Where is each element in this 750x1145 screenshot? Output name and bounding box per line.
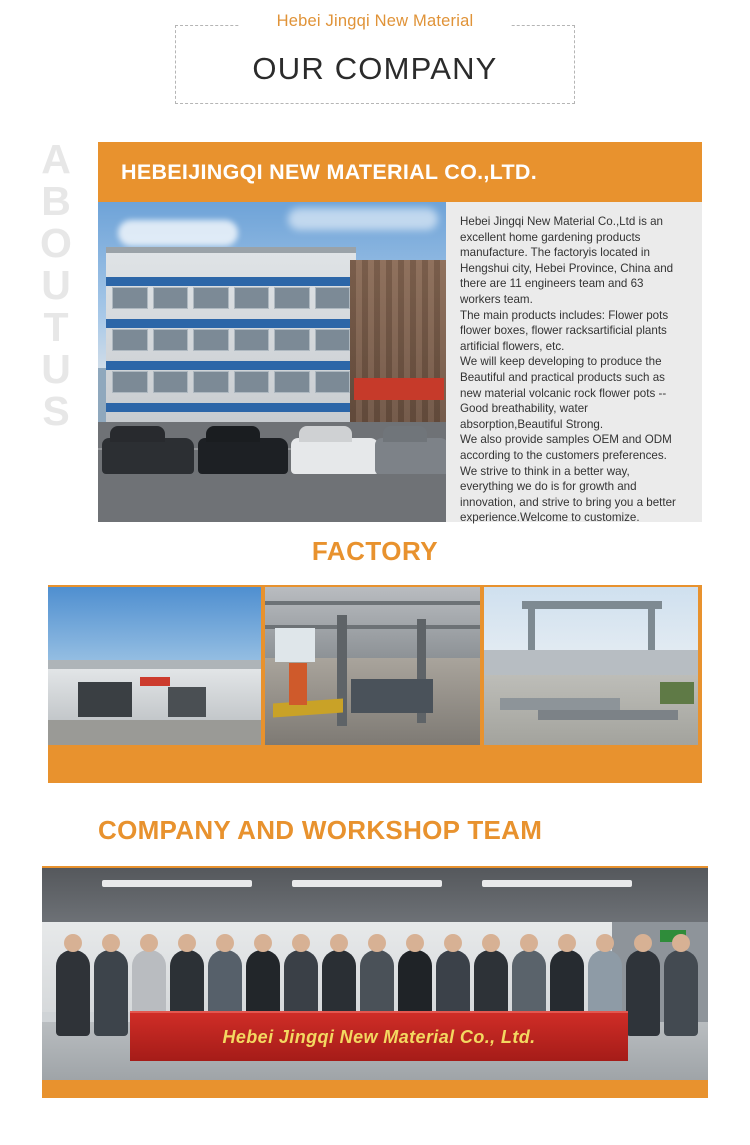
team-banner bbox=[130, 1011, 628, 1061]
facade-band bbox=[106, 361, 356, 370]
about-header-bar bbox=[98, 142, 702, 202]
company-team-group-photo bbox=[42, 868, 708, 1080]
watermark-letter: A bbox=[41, 136, 71, 182]
about-paragraph: The main products includes: Flower pots flower boxes, flower racksartificial plants artificial flowers, etc. bbox=[460, 308, 669, 353]
watermark-letter: B bbox=[41, 178, 71, 224]
about-us-watermark bbox=[26, 138, 86, 432]
about-paragraph: We strive to think in a better way, everything we do is for growth and innovation, and strive to bring you a better experience.Welcome to customize. bbox=[460, 464, 676, 525]
factory-yard-crane-photo bbox=[484, 587, 698, 745]
factory-section-title: FACTORY bbox=[311, 536, 439, 566]
watermark-letter: T bbox=[43, 304, 69, 350]
main-building bbox=[106, 247, 356, 422]
page-title: OUR COMPANY bbox=[252, 51, 498, 86]
cloud bbox=[288, 208, 438, 230]
factory-exterior-photo bbox=[48, 587, 261, 745]
window-row bbox=[112, 287, 350, 309]
window-row bbox=[112, 371, 350, 393]
watermark-letter: U bbox=[41, 346, 71, 392]
red-sign bbox=[354, 378, 444, 400]
about-description bbox=[446, 202, 702, 525]
facade-band bbox=[106, 319, 356, 328]
watermark-letter: O bbox=[40, 220, 72, 266]
company-name: HEBEIJINGQI NEW MATERIAL CO.,LTD. bbox=[121, 159, 538, 184]
window-row bbox=[112, 329, 350, 351]
car bbox=[291, 438, 379, 474]
car bbox=[102, 438, 194, 474]
workshop-interior-photo bbox=[265, 587, 480, 745]
watermark-letter: S bbox=[42, 388, 70, 434]
factory-photo-gallery bbox=[48, 587, 702, 745]
company-building-photo bbox=[98, 202, 446, 522]
about-paragraph: We will keep developing to produce the Beautiful and practical products such as new material volcanic rock flower pots --Good breathability, water absorption,Beautiful Strong. bbox=[460, 355, 667, 431]
about-paragraph: We also provide samples OEM and ODM according to the customers preferences. bbox=[460, 433, 672, 462]
about-section bbox=[98, 142, 702, 525]
team-section-title: COMPANY AND WORKSHOP TEAM bbox=[98, 815, 543, 845]
ceiling bbox=[42, 868, 708, 922]
cloud bbox=[118, 220, 238, 246]
about-body bbox=[98, 202, 702, 525]
team-banner-text: Hebei Jingqi New Material Co., Ltd. bbox=[222, 1026, 536, 1047]
header-subtitle: Hebei Jingqi New Material bbox=[240, 11, 510, 31]
facade-band bbox=[106, 277, 356, 286]
car bbox=[198, 438, 288, 474]
watermark-letter: U bbox=[41, 262, 71, 308]
facade-band bbox=[106, 403, 356, 412]
about-paragraph: Hebei Jingqi New Material Co.,Ltd is an excellent home gardening products manufacture. The factoryis located in Hengshui city, Hebei Province, China and there are 11 engineers team and 63 workers team. bbox=[460, 215, 674, 306]
car bbox=[375, 438, 446, 474]
page-header bbox=[0, 0, 750, 122]
